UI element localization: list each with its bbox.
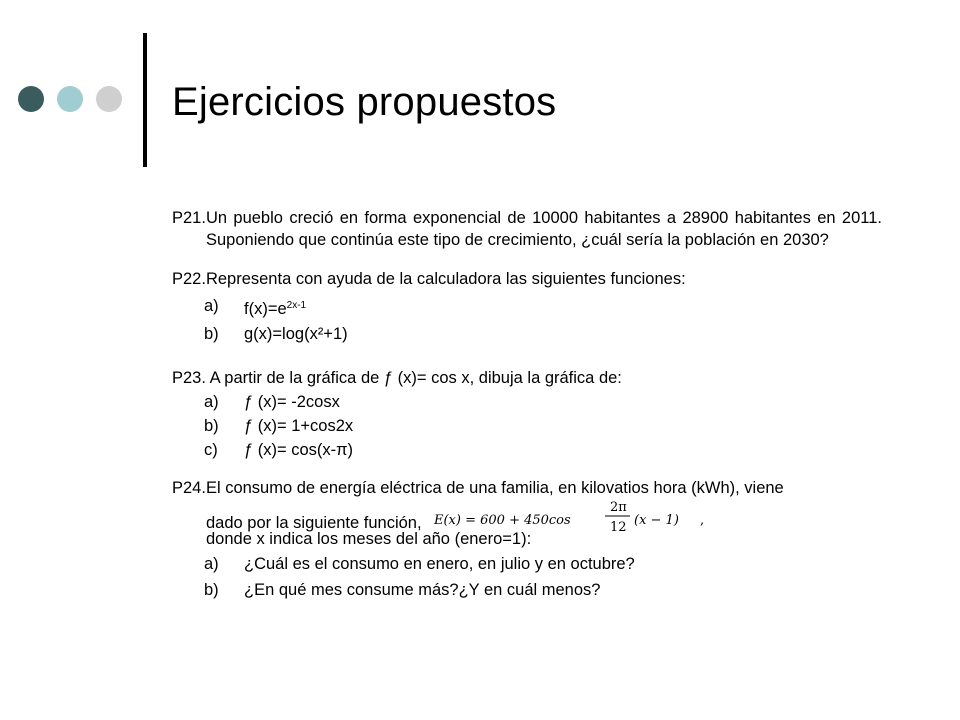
formula-numerator: 2π — [610, 500, 627, 515]
p23-item-a: a) ƒ (x)= -2cosx — [204, 393, 340, 411]
p22-item-b: b) g(x)=log(x²+1) — [204, 325, 348, 343]
p23-item-c: c) ƒ (x)= cos(x-π) — [204, 441, 354, 459]
gray-dot — [96, 86, 122, 112]
exercise-list — [172, 207, 882, 602]
light-teal-dot — [57, 86, 83, 112]
exercise-p24: P24.El consumo de energía eléctrica de una familia, en kilovatios hora (kWh), viene — [172, 479, 784, 497]
slide-title: Ejercicios propuestos — [172, 80, 557, 124]
exercise-p23: P23. A partir de la gráfica de ƒ (x)= cos x, dibuja la gráfica de: — [172, 369, 622, 387]
formula-comma: , — [700, 513, 705, 528]
formula-tail: (x − 1) — [634, 513, 680, 528]
p22-item-a: a) $f(x)=e^{2x-1}$ — [204, 297, 307, 318]
exercise-p21: P21.Un pueblo creció en forma exponencial de 10000 habitantes a 28900 habitantes en 2011. Suponiendo que continúa este tipo de crecimiento, ¿cuál sería la población en 2030? — [172, 209, 882, 249]
exercise-p22: P22.Representa con ayuda de la calculadora las siguientes funciones: — [172, 270, 686, 288]
p24-line3: donde x indica los meses del año (enero=1): — [206, 530, 532, 548]
p24-line2: dado por la siguiente función, E(x) = 600 + 450cos 2π 12 (x − 1) , — [172, 500, 882, 528]
p24-item-b: b) ¿En qué mes consume más?¿Y en cuál menos? — [204, 581, 601, 599]
title-divider — [143, 33, 147, 167]
dark-teal-dot — [18, 86, 44, 112]
formula-lhs: E(x) = 600 + 450cos — [434, 513, 571, 528]
formula-denominator: 12 — [610, 520, 627, 535]
p24-item-a: a) ¿Cuál es el consumo en enero, en julio y en octubre? — [204, 555, 635, 573]
p23-item-b: b) ƒ (x)= 1+cos2x — [204, 417, 354, 435]
